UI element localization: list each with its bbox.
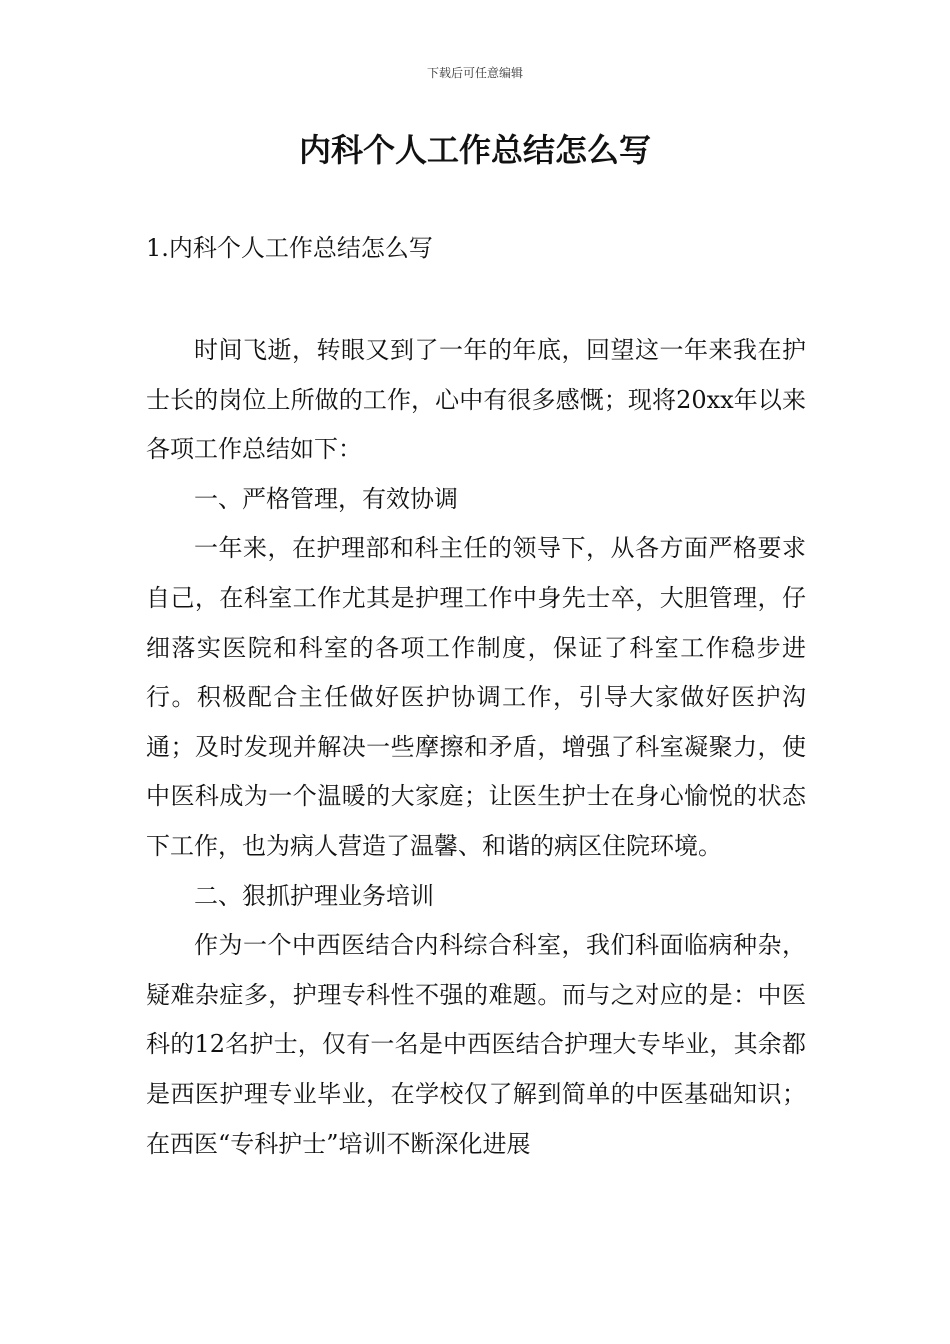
training-paragraph: 作为一个中西医结合内科综合科室，我们科面临病种杂，疑难杂症多，护理专科性不强的难题。而与之对应的是：中医科的12名护士，仅有一名是中西医结合护理大专毕业，其余都是西医护理专业毕业，在学校仅了解到简单的中医基础知识；在西医“专科护士”培训不断深化进展 [146,931,806,1158]
subheading-management: 一、严格管理，有效协调 [194,484,458,513]
section-heading: 1.内科个人工作总结怎么写 [146,234,433,262]
intro-paragraph: 时间飞逝，转眼又到了一年的年底，回望这一年来我在护士长的岗位上所做的工作，心中有很多感慨；现将20xx年以来各项工作总结如下： [146,336,806,464]
page-header-note: 下载后可任意编辑 [426,66,523,80]
document-body [146,326,806,1169]
document-title: 内科个人工作总结怎么写 [298,131,651,169]
subheading-training: 二、狠抓护理业务培训 [194,881,434,910]
management-paragraph: 一年来，在护理部和科主任的领导下，从各方面严格要求自己，在科室工作尤其是护理工作中身先士卒，大胆管理，仔细落实医院和科室的各项工作制度，保证了科室工作稳步进行。积极配合主任做好医护协调工作，引导大家做好医护沟通；及时发现并解决一些摩擦和矛盾，增强了科室凝聚力，使中医科成为一个温暖的大家庭；让医生护士在身心愉悦的状态下工作，也为病人营造了温馨、和谐的病区住院环境。 [146,534,806,860]
